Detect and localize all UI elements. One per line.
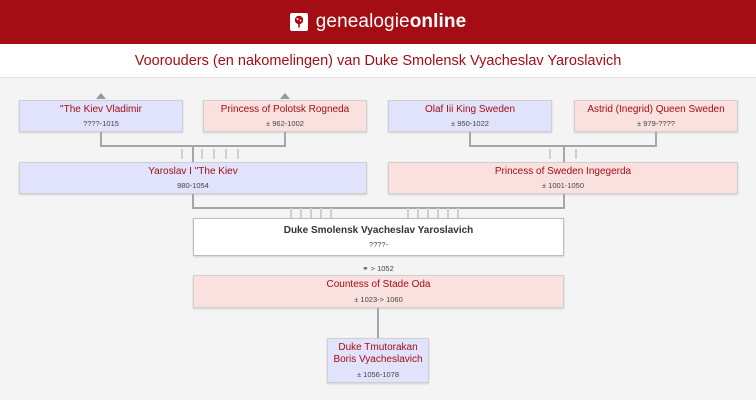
grandparent-card[interactable]: [19, 100, 183, 132]
person-dates: 980-1054: [177, 181, 209, 191]
subject-person-card[interactable]: [193, 218, 564, 256]
person-name: Olaf Iii King Sweden: [424, 103, 516, 115]
brand-name: [316, 11, 467, 33]
child-card[interactable]: [327, 338, 429, 383]
connector-line: [377, 308, 379, 339]
mother-card[interactable]: [388, 162, 738, 194]
site-logo[interactable]: [290, 11, 467, 33]
person-name: Countess of Stade Oda: [326, 279, 431, 291]
expand-ancestors-arrow-icon[interactable]: [96, 93, 106, 99]
connector-line: [192, 207, 565, 209]
title-bar: [0, 44, 756, 78]
sibling-tick: [457, 208, 459, 218]
family-tree: [0, 79, 756, 400]
sibling-tick: [213, 149, 215, 159]
person-name: Astrid (Inegrid) Queen Sweden: [587, 103, 725, 115]
person-dates: ????-1015: [83, 119, 119, 129]
connector-line: [563, 146, 565, 162]
sibling-tick: [407, 208, 409, 218]
person-dates: ± 1056-1078: [356, 369, 400, 379]
person-name-line2: Boris Vyacheslavich: [333, 354, 423, 366]
sibling-tick: [290, 208, 292, 218]
sibling-tick: [310, 208, 312, 218]
person-dates: ± 962-1002: [266, 119, 304, 129]
brand-bold: online: [409, 11, 467, 32]
marriage-info: ⚭ > 1052: [362, 264, 394, 273]
site-header: [0, 0, 756, 44]
grandparent-card[interactable]: [388, 100, 552, 132]
person-dates: ± 979-????: [637, 119, 675, 129]
sibling-tick: [417, 208, 419, 218]
person-dates: ± 1023-> 1060: [354, 294, 403, 304]
connector-line: [563, 194, 565, 208]
person-dates: ± 1001-1050: [541, 181, 585, 191]
sibling-tick: [201, 149, 203, 159]
sibling-tick: [181, 149, 183, 159]
sibling-tick: [330, 208, 332, 218]
father-card[interactable]: [19, 162, 367, 194]
person-dates: ± 950-1022: [451, 119, 489, 129]
sibling-tick: [575, 149, 577, 159]
connector-line: [469, 132, 471, 146]
sibling-tick: [237, 149, 239, 159]
connector-line: [655, 132, 657, 146]
person-name: Princess of Polotsk Rogneda: [220, 103, 350, 115]
page-title: Voorouders (en nakomelingen) van Duke Smolensk Vyacheslav Yaroslavich: [134, 52, 622, 69]
sibling-tick: [320, 208, 322, 218]
connector-line: [100, 132, 102, 146]
expand-ancestors-arrow-icon[interactable]: [280, 93, 290, 99]
person-name: Princess of Sweden Ingegerda: [494, 165, 632, 177]
person-dates: ????-: [368, 240, 389, 250]
person-name-line1: Duke Tmutorakan: [338, 341, 418, 353]
connector-line: [192, 194, 194, 208]
sibling-tick: [427, 208, 429, 218]
connector-line: [192, 146, 194, 162]
person-name: Yaroslav I "The Kiev: [148, 165, 238, 177]
sibling-tick: [225, 149, 227, 159]
person-name: Duke Smolensk Vyacheslav Yaroslavich: [283, 224, 474, 236]
tree-logo-icon: [290, 13, 308, 31]
person-name: "The Kiev Vladimir: [60, 103, 142, 115]
spouse-card[interactable]: [193, 275, 564, 308]
connector-line: [284, 132, 286, 146]
sibling-tick: [300, 208, 302, 218]
grandparent-card[interactable]: [574, 100, 738, 132]
sibling-tick: [447, 208, 449, 218]
sibling-tick: [549, 149, 551, 159]
brand-regular: genealogie: [315, 11, 410, 32]
sibling-tick: [437, 208, 439, 218]
grandparent-card[interactable]: [203, 100, 367, 132]
